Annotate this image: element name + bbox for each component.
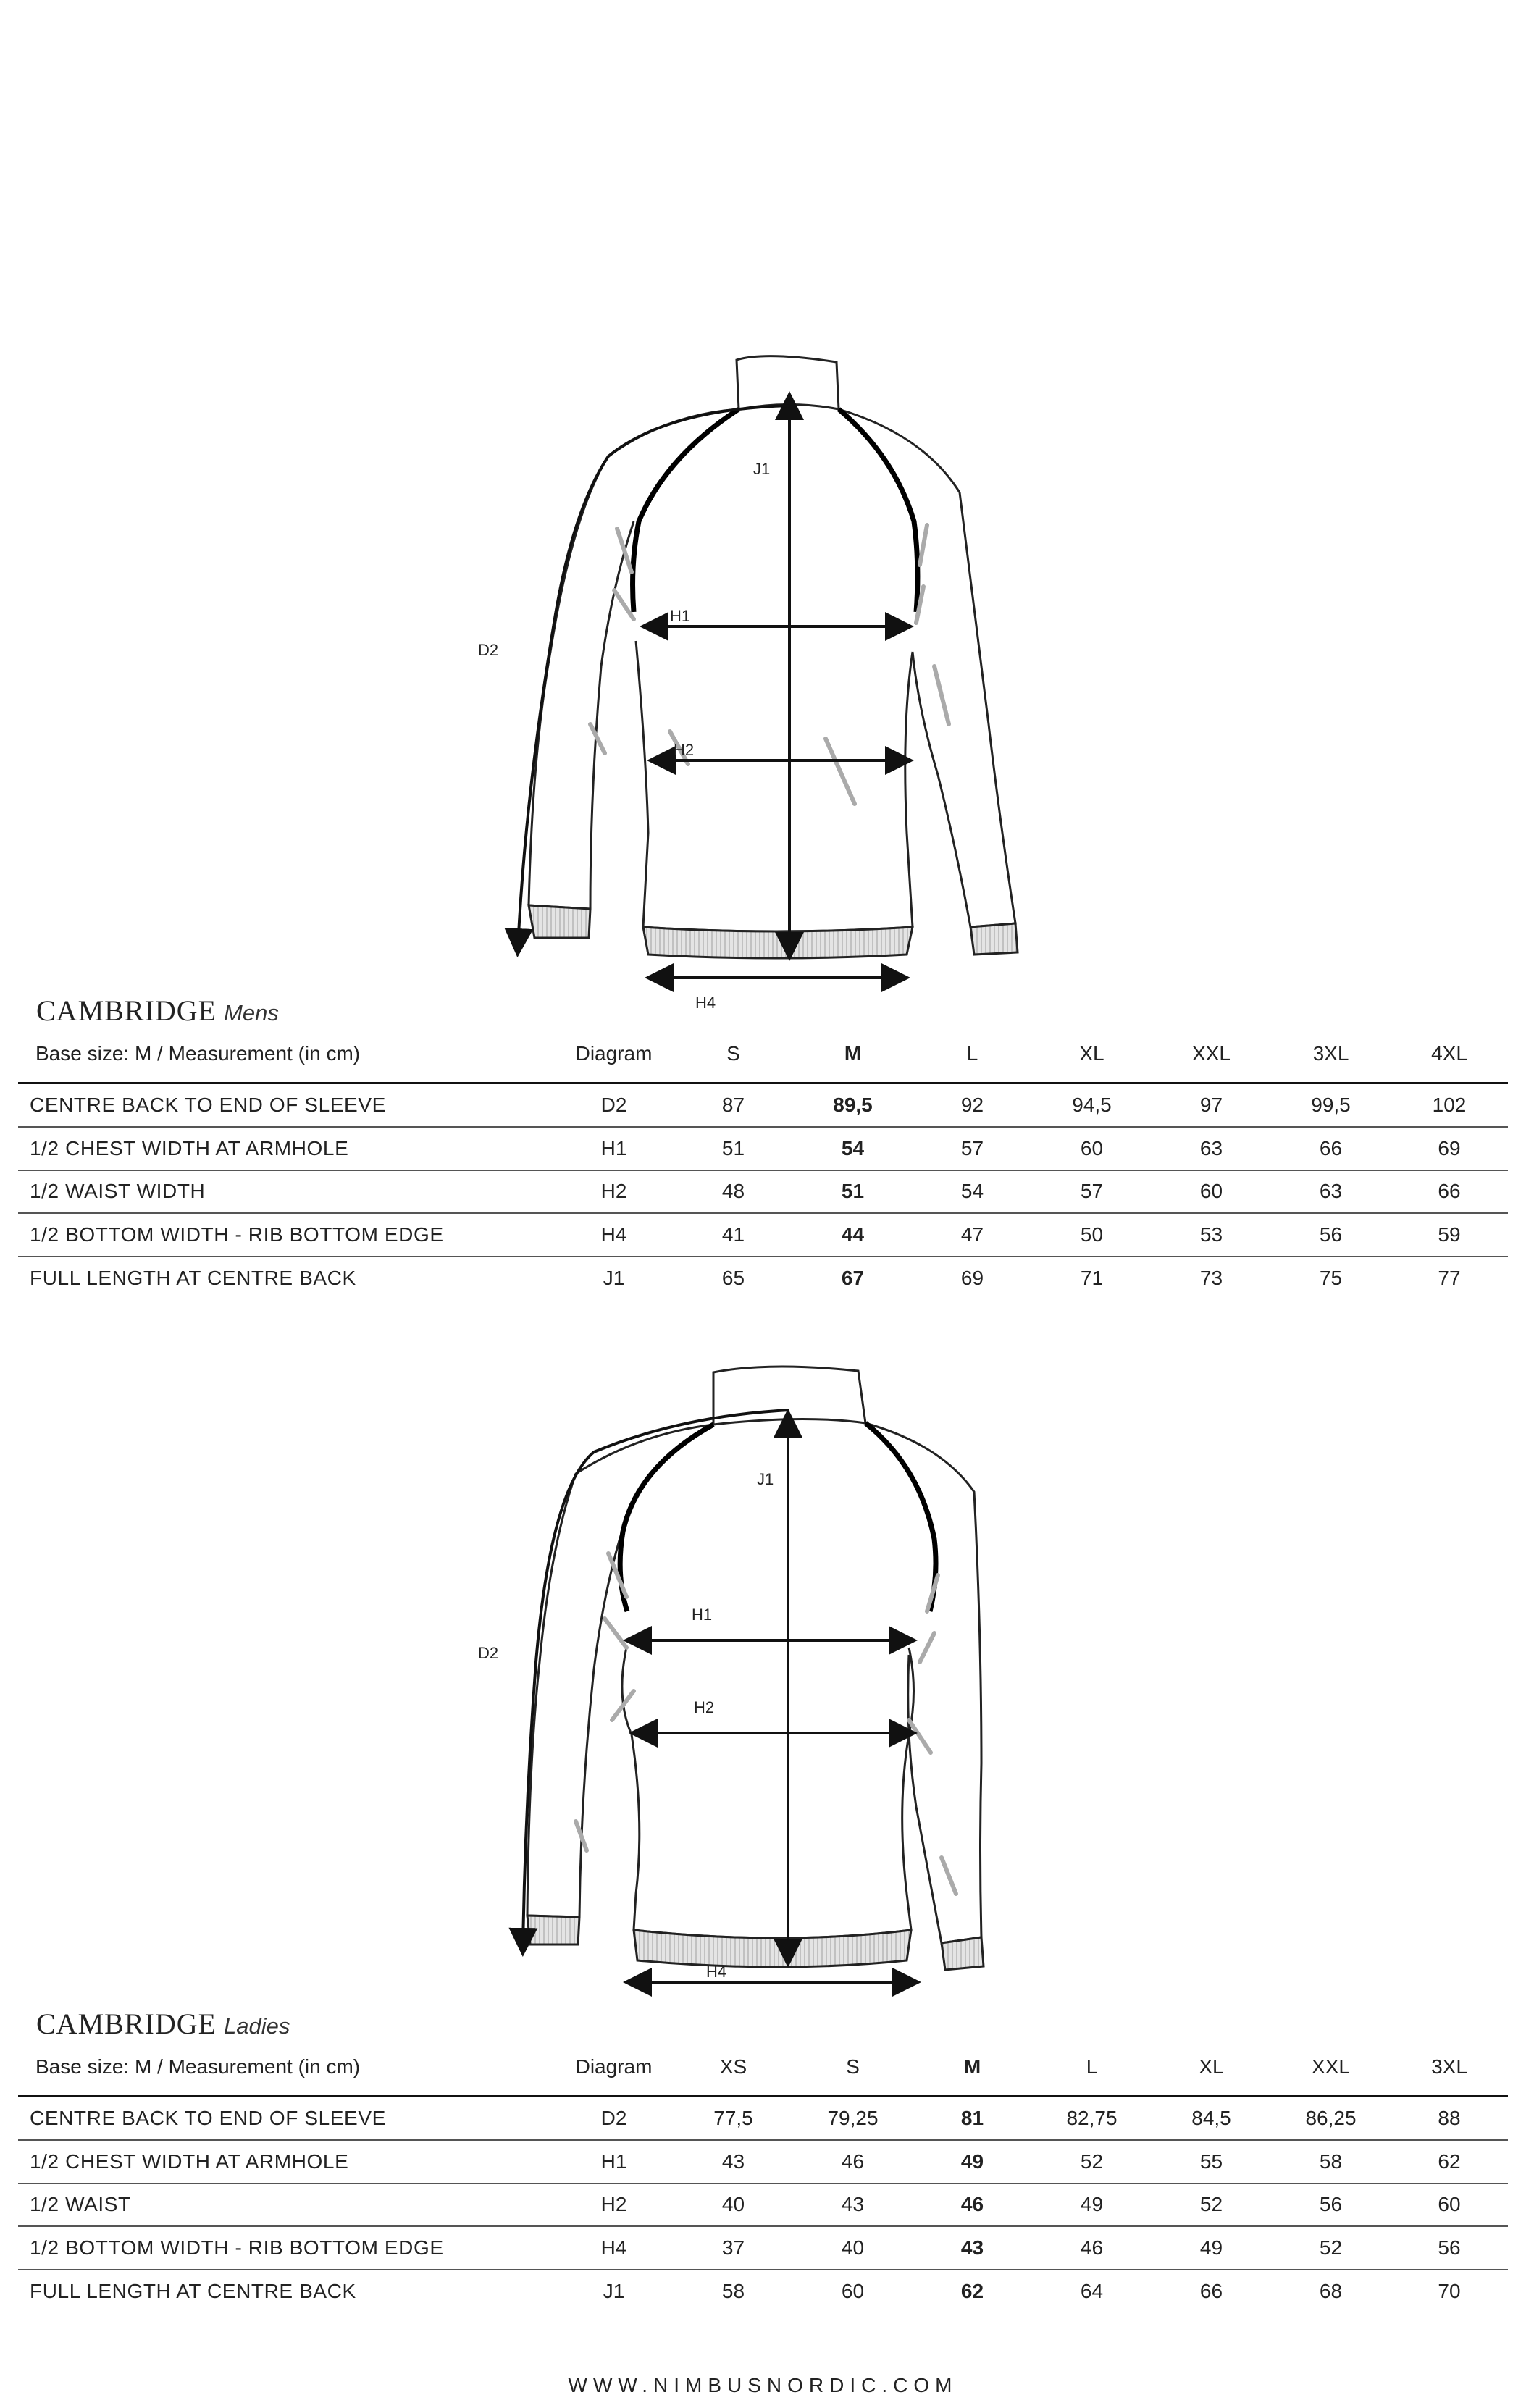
size-header: L [1086,2055,1098,2078]
size-header: 3XL [1431,2055,1467,2078]
size-header: XXL [1312,2055,1350,2078]
size-value: 40 [721,2193,745,2216]
measure-label: 1/2 CHEST WIDTH AT ARMHOLE [30,1136,349,1159]
mens-variant: Mens [224,1000,279,1025]
size-value: 82,75 [1066,2106,1118,2129]
size-value-base: 67 [841,1267,865,1290]
h4-label: H4 [695,994,716,1012]
mens-product-name: CAMBRIDGE [36,994,217,1027]
size-value: 88 [1438,2106,1461,2129]
ladies-section-title [36,2007,290,2041]
size-value: 54 [960,1180,984,1203]
size-value: 53 [1199,1223,1223,1246]
size-value: 46 [1080,2236,1104,2260]
size-value: 64 [1080,2280,1104,2303]
ladies-product-name: CAMBRIDGE [36,2008,217,2040]
size-value: 52 [1080,2149,1104,2173]
size-value-base: 46 [960,2193,984,2216]
size-value: 58 [721,2280,745,2303]
diagram-code: H2 [600,2193,627,2216]
size-value: 99,5 [1311,1093,1351,1116]
size-value: 47 [960,1223,984,1246]
measure-label: 1/2 CHEST WIDTH AT ARMHOLE [30,2149,349,2173]
table-row [18,1213,1508,1257]
size-value: 60 [1438,2193,1461,2216]
diagram-code: H2 [600,1180,627,1203]
diagram-code: H1 [600,1136,627,1159]
j1-label: J1 [757,1470,774,1488]
table-row [18,2140,1508,2183]
jacket-outline [527,1367,981,1943]
table-header-row [18,1025,1508,1083]
size-header-base: M [844,1042,862,1065]
size-value: 97 [1199,1093,1223,1116]
h2-label: H2 [674,741,695,759]
h1-label: H1 [692,1606,713,1624]
size-value: 73 [1199,1267,1223,1290]
size-value: 68 [1319,2280,1343,2303]
d2-label: D2 [478,1644,499,1662]
size-value: 94,5 [1072,1093,1112,1116]
size-header: XXL [1192,1042,1231,1065]
size-value: 52 [1319,2236,1343,2260]
size-value: 57 [960,1136,984,1159]
size-value: 86,25 [1305,2106,1357,2129]
size-header: S [846,2055,860,2078]
measure-label: FULL LENGTH AT CENTRE BACK [30,1267,356,1290]
size-header: XS [719,2055,747,2078]
measure-label: 1/2 WAIST WIDTH [30,1180,206,1203]
measure-label: 1/2 BOTTOM WIDTH - RIB BOTTOM EDGE [30,1223,444,1246]
size-value: 70 [1438,2280,1461,2303]
ladies-size-table [18,2039,1508,2312]
mens-size-table [18,1025,1508,1299]
h4-label: H4 [706,1963,727,1981]
size-value: 41 [721,1223,745,1246]
ladies-variant: Ladies [224,2013,290,2039]
table-row [18,1083,1508,1127]
size-value: 66 [1199,2280,1223,2303]
diagram-code: H1 [600,2149,627,2173]
size-value-base: 43 [960,2236,984,2260]
size-value: 60 [1080,1136,1104,1159]
size-value: 49 [1080,2193,1104,2216]
size-value: 75 [1319,1267,1343,1290]
ladies-jacket-diagram [464,1358,1043,1988]
size-value: 43 [721,2149,745,2173]
size-value-base: 49 [960,2149,984,2173]
size-header: S [726,1042,740,1065]
size-value: 60 [841,2280,865,2303]
size-value: 49 [1199,2236,1223,2260]
diagram-code: H4 [600,1223,627,1246]
d2-label: D2 [478,641,499,659]
size-value: 46 [841,2149,865,2173]
size-value: 77 [1438,1267,1461,1290]
size-value: 56 [1438,2236,1461,2260]
measure-label: CENTRE BACK TO END OF SLEEVE [30,1093,386,1116]
table-row [18,1257,1508,1299]
size-value-base: 51 [841,1180,865,1203]
j1-label: J1 [753,460,771,478]
table-row [18,2097,1508,2140]
size-value: 79,25 [827,2106,879,2129]
size-value: 63 [1199,1136,1223,1159]
size-value: 69 [960,1267,984,1290]
size-value: 57 [1080,1180,1104,1203]
size-header-base: M [963,2055,981,2078]
measure-label: FULL LENGTH AT CENTRE BACK [30,2280,356,2303]
base-size-note: Base size: M / Measurement (in cm) [35,1042,361,1065]
table-row [18,2270,1508,2312]
table-row [18,1127,1508,1170]
size-value: 62 [1438,2149,1461,2173]
measure-label: 1/2 BOTTOM WIDTH - RIB BOTTOM EDGE [30,2236,444,2260]
diagram-code: D2 [600,1093,627,1116]
diagram-code: H4 [600,2236,627,2260]
table-row [18,2226,1508,2270]
size-header: XL [1079,1042,1104,1065]
diagram-header: Diagram [575,1042,653,1065]
size-value: 87 [721,1093,745,1116]
size-value: 50 [1080,1223,1104,1246]
size-value: 37 [721,2236,745,2260]
measure-label: 1/2 WAIST [30,2193,131,2216]
size-value: 69 [1438,1136,1461,1159]
size-value: 58 [1319,2149,1343,2173]
size-header: 3XL [1312,1042,1349,1065]
size-header: 4XL [1431,1042,1467,1065]
diagram-header: Diagram [575,2055,653,2078]
size-value: 92 [960,1093,984,1116]
size-value: 48 [721,1180,745,1203]
size-value-base: 62 [960,2280,984,2303]
measure-label: CENTRE BACK TO END OF SLEEVE [30,2106,386,2129]
size-value: 40 [841,2236,865,2260]
size-value: 43 [841,2193,865,2216]
size-value: 84,5 [1191,2106,1231,2129]
size-value: 60 [1199,1180,1223,1203]
size-value: 71 [1080,1267,1104,1290]
size-value: 51 [721,1136,745,1159]
size-header: L [966,1042,978,1065]
size-value: 65 [721,1267,745,1290]
h2-label: H2 [694,1698,715,1716]
mens-jacket-diagram [449,348,1043,1012]
size-value-base: 81 [960,2106,984,2129]
size-value-base: 44 [841,1223,865,1246]
size-value: 52 [1199,2193,1223,2216]
diagram-code: J1 [603,2280,625,2303]
footer-website: WWW.NIMBUSNORDIC.COM [568,2374,958,2396]
size-value: 66 [1319,1136,1343,1159]
size-value: 102 [1432,1093,1467,1116]
mens-section-title [36,994,279,1028]
size-header: XL [1199,2055,1224,2078]
size-value: 56 [1319,2193,1343,2216]
size-value: 56 [1319,1223,1343,1246]
size-value: 77,5 [713,2106,753,2129]
size-value: 63 [1319,1180,1343,1203]
table-header-row [18,2039,1508,2097]
diagram-code: D2 [600,2106,627,2129]
diagram-code: J1 [603,1267,625,1290]
size-value: 66 [1438,1180,1461,1203]
h1-label: H1 [670,607,691,625]
table-row [18,1170,1508,1214]
size-value-base: 54 [841,1136,865,1159]
size-value: 59 [1438,1223,1461,1246]
size-value-base: 89,5 [833,1093,873,1116]
base-size-note: Base size: M / Measurement (in cm) [35,2055,361,2078]
jacket-outline [529,356,1015,931]
table-row [18,2183,1508,2227]
size-value: 55 [1199,2149,1223,2173]
